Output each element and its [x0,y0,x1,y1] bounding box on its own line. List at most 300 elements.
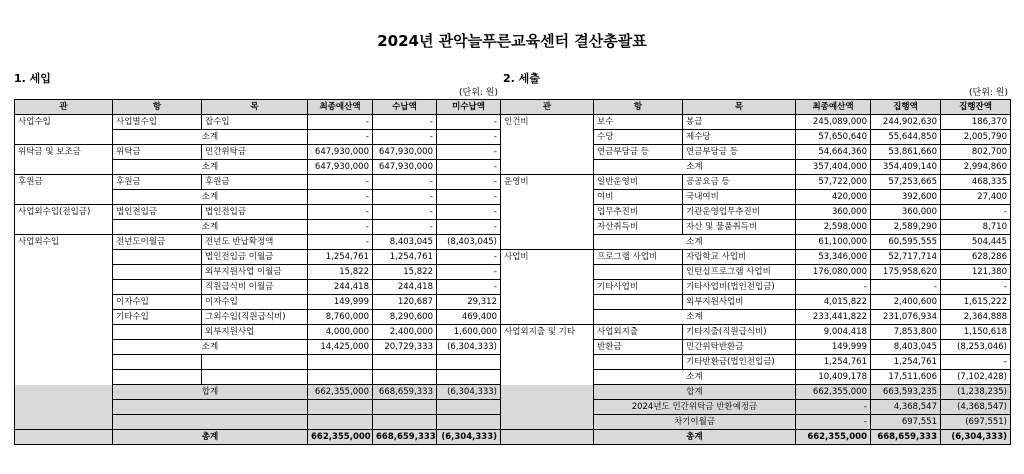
table-cell [113,370,202,385]
table-cell: 일반운영비 [594,175,683,190]
table-cell: 사업비 [501,250,594,265]
table-row [501,145,1011,160]
table-cell: 121,380 [941,265,1011,280]
expense-unit-label: (단위: 원) [969,88,1008,98]
table-cell [373,400,437,415]
table-cell [15,280,113,295]
table-cell: - [437,160,501,175]
table-cell: 전년도 반납확정액 [202,235,308,250]
table-row [15,430,501,445]
table-cell: 360,000 [796,205,871,220]
table-cell: 반환금 [594,340,683,355]
table-cell [113,355,202,370]
table-cell [15,160,113,175]
table-cell [373,415,437,430]
table-cell [15,430,113,445]
table-cell [373,370,437,385]
table-cell [501,295,594,310]
table-cell: 360,000 [871,205,941,220]
table-row [15,310,501,325]
table-cell: - [437,220,501,235]
table-cell [308,415,373,430]
table-cell: 업무추진비 [594,205,683,220]
table-cell: 연금부담금 등 [594,145,683,160]
table-cell: - [373,130,437,145]
table-cell: 1,150,618 [941,325,1011,340]
table-cell: 봉급 [683,115,796,130]
table-cell: 소계 [113,130,308,145]
table-cell: 보수 [594,115,683,130]
table-cell: 647,930,000 [373,145,437,160]
column-header: 집행잔액 [941,100,1011,115]
column-header: 목 [683,100,796,115]
table-cell: 61,100,000 [796,235,871,250]
column-header: 수납액 [373,100,437,115]
table-cell [501,160,594,175]
table-cell: 17,511,606 [871,370,941,385]
table-cell: 2,400,000 [373,325,437,340]
table-cell: 392,600 [871,190,941,205]
table-cell: - [373,175,437,190]
table-cell: 668,659,333 [871,430,941,445]
table-cell [594,265,683,280]
table-cell: 그외수입(직원급식비) [202,310,308,325]
table-cell: 8,760,000 [308,310,373,325]
table-cell: 전년도이월금 [113,235,202,250]
table-cell: (8,253,046) [941,340,1011,355]
table-cell: 186,370 [941,115,1011,130]
table-row [501,385,1011,400]
column-header: 항 [113,100,202,115]
table-cell: - [308,220,373,235]
table-cell: 244,902,630 [871,115,941,130]
table-row [501,250,1011,265]
table-cell [501,400,594,415]
table-cell: (6,304,333) [437,340,501,355]
table-cell: 55,644,850 [871,130,941,145]
table-cell: 제수당 [683,130,796,145]
table-cell: - [437,265,501,280]
table-cell: 외부지원사업비 [683,295,796,310]
table-row [501,310,1011,325]
table-cell: 1,254,761 [373,250,437,265]
table-cell: 소계 [113,220,308,235]
table-cell: 사업수입 [15,115,113,130]
table-cell: - [373,220,437,235]
table-cell: 54,664,360 [796,145,871,160]
table-cell: - [308,130,373,145]
table-cell: 후원금 [15,175,113,190]
table-cell: 민간위탁금 [202,145,308,160]
table-cell [437,355,501,370]
table-cell: 668,659,333 [373,430,437,445]
table-cell: - [437,205,501,220]
expense-section-title: 2. 세출 [503,72,540,85]
table-cell: 자산 및 물품취득비 [683,220,796,235]
table-cell [501,370,594,385]
table-cell [501,415,594,430]
header-row [501,100,1011,115]
table-row [15,415,501,430]
table-row [501,370,1011,385]
table-cell: (4,368,547) [941,400,1011,415]
table-cell: 15,822 [308,265,373,280]
table-row [501,220,1011,235]
table-cell: 57,650,640 [796,130,871,145]
table-cell [15,370,113,385]
table-cell: - [308,235,373,250]
table-cell: 53,861,660 [871,145,941,160]
table-cell: 29,312 [437,295,501,310]
table-cell: 위탁금 및 보조금 [15,145,113,160]
table-cell: 합계 [113,385,308,400]
table-cell: 소계 [113,190,308,205]
table-cell: 법인전입금 [113,205,202,220]
table-cell [501,130,594,145]
table-cell [501,385,594,400]
table-cell: (6,304,333) [941,430,1011,445]
table-cell: - [941,205,1011,220]
column-header: 항 [594,100,683,115]
table-cell: 2,598,000 [796,220,871,235]
table-cell [15,190,113,205]
table-row [501,130,1011,145]
table-cell: - [437,190,501,205]
table-cell: 9,004,418 [796,325,871,340]
table-cell: 자산취득비 [594,220,683,235]
table-cell: 여비 [594,190,683,205]
table-cell: 231,076,934 [871,310,941,325]
table-cell: - [373,190,437,205]
page-title: 2024년 관악늘푸른교육센터 결산총괄표 [377,32,647,50]
table-cell: 위탁금 [113,145,202,160]
table-cell: 2,364,888 [941,310,1011,325]
table-cell: - [437,130,501,145]
table-cell: 기타반환금(법인전입금) [683,355,796,370]
table-row [15,205,501,220]
table-cell: 120,687 [373,295,437,310]
table-cell: 인턴십프로그램 사업비 [683,265,796,280]
table-cell: 233,441,822 [796,310,871,325]
table-row [501,400,1011,415]
table-cell [437,370,501,385]
column-header: 집행액 [871,100,941,115]
table-row [501,190,1011,205]
table-cell: 4,368,547 [871,400,941,415]
table-cell: 244,418 [373,280,437,295]
table-cell: 기타수입 [113,310,202,325]
table-cell: 8,710 [941,220,1011,235]
table-cell [501,205,594,220]
table-row [501,265,1011,280]
expense-table [500,99,1011,445]
table-cell: (6,304,333) [437,430,501,445]
table-cell: 244,418 [308,280,373,295]
table-cell: 10,409,178 [796,370,871,385]
table-cell: - [308,175,373,190]
table-cell: 504,445 [941,235,1011,250]
table-row [501,160,1011,175]
table-cell: 소계 [113,160,308,175]
table-cell: 이자수입 [202,295,308,310]
table-cell: - [308,115,373,130]
table-cell [113,280,202,295]
table-cell: 7,853,800 [871,325,941,340]
table-cell: 소계 [594,370,796,385]
table-cell [15,220,113,235]
table-cell [501,220,594,235]
table-cell [501,340,594,355]
table-cell: - [373,205,437,220]
income-section-title: 1. 세입 [14,72,51,85]
table-cell [113,415,308,430]
table-cell: 차기이월금 [594,415,796,430]
table-cell: 8,403,045 [373,235,437,250]
table-cell: 57,253,665 [871,175,941,190]
table-cell: 기타사업비 [594,280,683,295]
table-row [15,280,501,295]
table-cell [15,355,113,370]
table-cell: (8,403,045) [437,235,501,250]
table-cell: (7,102,428) [941,370,1011,385]
table-cell: - [796,280,871,295]
table-cell [501,430,594,445]
table-cell [113,265,202,280]
table-cell: 합계 [594,385,796,400]
table-cell: 2024년도 민간위탁금 반환예정금 [594,400,796,415]
table-cell: 소계 [594,310,796,325]
table-cell: 소계 [113,340,308,355]
table-cell: 53,346,000 [796,250,871,265]
table-cell [501,190,594,205]
table-cell: 법인전입금 [202,205,308,220]
table-cell [501,355,594,370]
table-cell: - [871,280,941,295]
table-row [501,295,1011,310]
table-cell: - [437,280,501,295]
table-cell: (1,238,235) [941,385,1011,400]
table-cell: 기타지출(직원급식비) [683,325,796,340]
table-cell: 후원금 [202,175,308,190]
table-cell: 175,958,620 [871,265,941,280]
table-cell: 4,000,000 [308,325,373,340]
table-row [501,415,1011,430]
table-cell: 149,999 [796,340,871,355]
table-cell [437,415,501,430]
table-row [501,430,1011,445]
table-cell [113,400,308,415]
table-cell [202,370,308,385]
table-cell: (6,304,333) [437,385,501,400]
table-cell: 외부지원사업 [202,325,308,340]
table-cell: - [308,205,373,220]
table-cell: 2,589,290 [871,220,941,235]
table-row [15,370,501,385]
table-cell: 인건비 [501,115,594,130]
table-cell: 149,999 [308,295,373,310]
table-cell: 469,400 [437,310,501,325]
table-row [501,325,1011,340]
table-row [15,160,501,175]
table-row [501,205,1011,220]
table-cell [15,400,113,415]
table-cell: 60,595,555 [871,235,941,250]
table-cell [202,355,308,370]
table-cell: 기관운영업무추진비 [683,205,796,220]
table-cell [594,295,683,310]
table-cell [594,355,683,370]
table-row [15,250,501,265]
table-cell: - [437,145,501,160]
table-cell: - [437,115,501,130]
table-cell: - [308,190,373,205]
table-cell [15,310,113,325]
table-cell: - [796,400,871,415]
table-cell: 27,400 [941,190,1011,205]
table-row [501,280,1011,295]
table-cell [437,400,501,415]
income-table [14,99,501,445]
table-row [15,265,501,280]
column-header: 미수납액 [437,100,501,115]
table-cell: - [796,415,871,430]
table-row [15,115,501,130]
table-cell [113,325,202,340]
table-cell: 사업외지출 [594,325,683,340]
table-cell: 1,254,761 [871,355,941,370]
table-cell [15,265,113,280]
table-row [15,385,501,400]
table-cell: 국내여비 [683,190,796,205]
income-unit-label: (단위: 원) [459,88,498,98]
table-row [15,295,501,310]
table-cell: - [437,175,501,190]
table-cell: 직원급식비 이월금 [202,280,308,295]
table-cell: (697,551) [941,415,1011,430]
table-cell: 176,080,000 [796,265,871,280]
table-cell [15,130,113,145]
table-cell: - [373,115,437,130]
table-cell [15,385,113,400]
table-cell: - [941,280,1011,295]
table-cell: 2,400,600 [871,295,941,310]
table-cell: 57,722,000 [796,175,871,190]
table-cell: 662,355,000 [796,385,871,400]
table-cell: 668,659,333 [373,385,437,400]
table-cell: 소계 [594,235,796,250]
table-cell: 15,822 [373,265,437,280]
table-row [501,175,1011,190]
table-cell: - [437,250,501,265]
table-cell: 647,930,000 [373,160,437,175]
table-cell: 662,355,000 [308,385,373,400]
column-header: 최종예산액 [796,100,871,115]
table-cell: 354,409,140 [871,160,941,175]
table-cell [15,250,113,265]
table-row [15,355,501,370]
table-cell: 외부지원사업 이월금 [202,265,308,280]
table-cell: 잡수입 [202,115,308,130]
table-cell [15,340,113,355]
table-cell: 1,254,761 [796,355,871,370]
table-cell: 1,254,761 [308,250,373,265]
header-row [15,100,501,115]
column-header: 최종예산액 [308,100,373,115]
table-cell: 4,015,822 [796,295,871,310]
table-cell: 사업외수입(전입금) [15,205,113,220]
table-row [15,190,501,205]
table-cell: 자립학교 사업비 [683,250,796,265]
table-cell: 662,355,000 [796,430,871,445]
table-cell: 647,930,000 [308,145,373,160]
table-row [15,220,501,235]
table-cell: 법인전입금 이월금 [202,250,308,265]
table-row [501,340,1011,355]
table-cell: 총계 [594,430,796,445]
table-cell: 802,700 [941,145,1011,160]
table-cell: 운영비 [501,175,594,190]
table-cell: 420,000 [796,190,871,205]
table-cell: 총계 [113,430,308,445]
table-row [15,340,501,355]
table-cell [373,355,437,370]
table-cell [308,355,373,370]
table-cell: 52,717,714 [871,250,941,265]
table-cell: 후원금 [113,175,202,190]
table-row [501,235,1011,250]
table-row [15,175,501,190]
table-cell: 647,930,000 [308,160,373,175]
table-cell: 662,355,000 [308,430,373,445]
table-cell: 수당 [594,130,683,145]
table-cell: 663,593,235 [871,385,941,400]
table-cell: 8,403,045 [871,340,941,355]
table-cell: 연금부담금 등 [683,145,796,160]
table-cell: 357,404,000 [796,160,871,175]
table-cell [501,310,594,325]
table-cell: 1,615,222 [941,295,1011,310]
table-cell: 20,729,333 [373,340,437,355]
table-cell: 468,335 [941,175,1011,190]
table-cell [15,295,113,310]
table-cell [308,370,373,385]
table-row [501,115,1011,130]
table-cell [501,235,594,250]
table-row [15,400,501,415]
table-cell: 사업외지출 및 기타 [501,325,594,340]
column-header: 관 [15,100,113,115]
table-cell: 628,286 [941,250,1011,265]
table-row [15,325,501,340]
table-cell [113,250,202,265]
table-cell: 2,005,790 [941,130,1011,145]
table-row [15,145,501,160]
table-cell: 1,600,000 [437,325,501,340]
column-header: 목 [202,100,308,115]
table-cell: 이자수입 [113,295,202,310]
table-row [15,130,501,145]
column-header: 관 [501,100,594,115]
table-cell: 8,290,600 [373,310,437,325]
table-cell: 기타사업비(법인전입금) [683,280,796,295]
table-cell: 2,994,860 [941,160,1011,175]
table-row [15,235,501,250]
table-cell: 사업외수입 [15,235,113,250]
table-cell [501,265,594,280]
table-cell: 14,425,000 [308,340,373,355]
table-cell: 697,551 [871,415,941,430]
table-cell [308,400,373,415]
